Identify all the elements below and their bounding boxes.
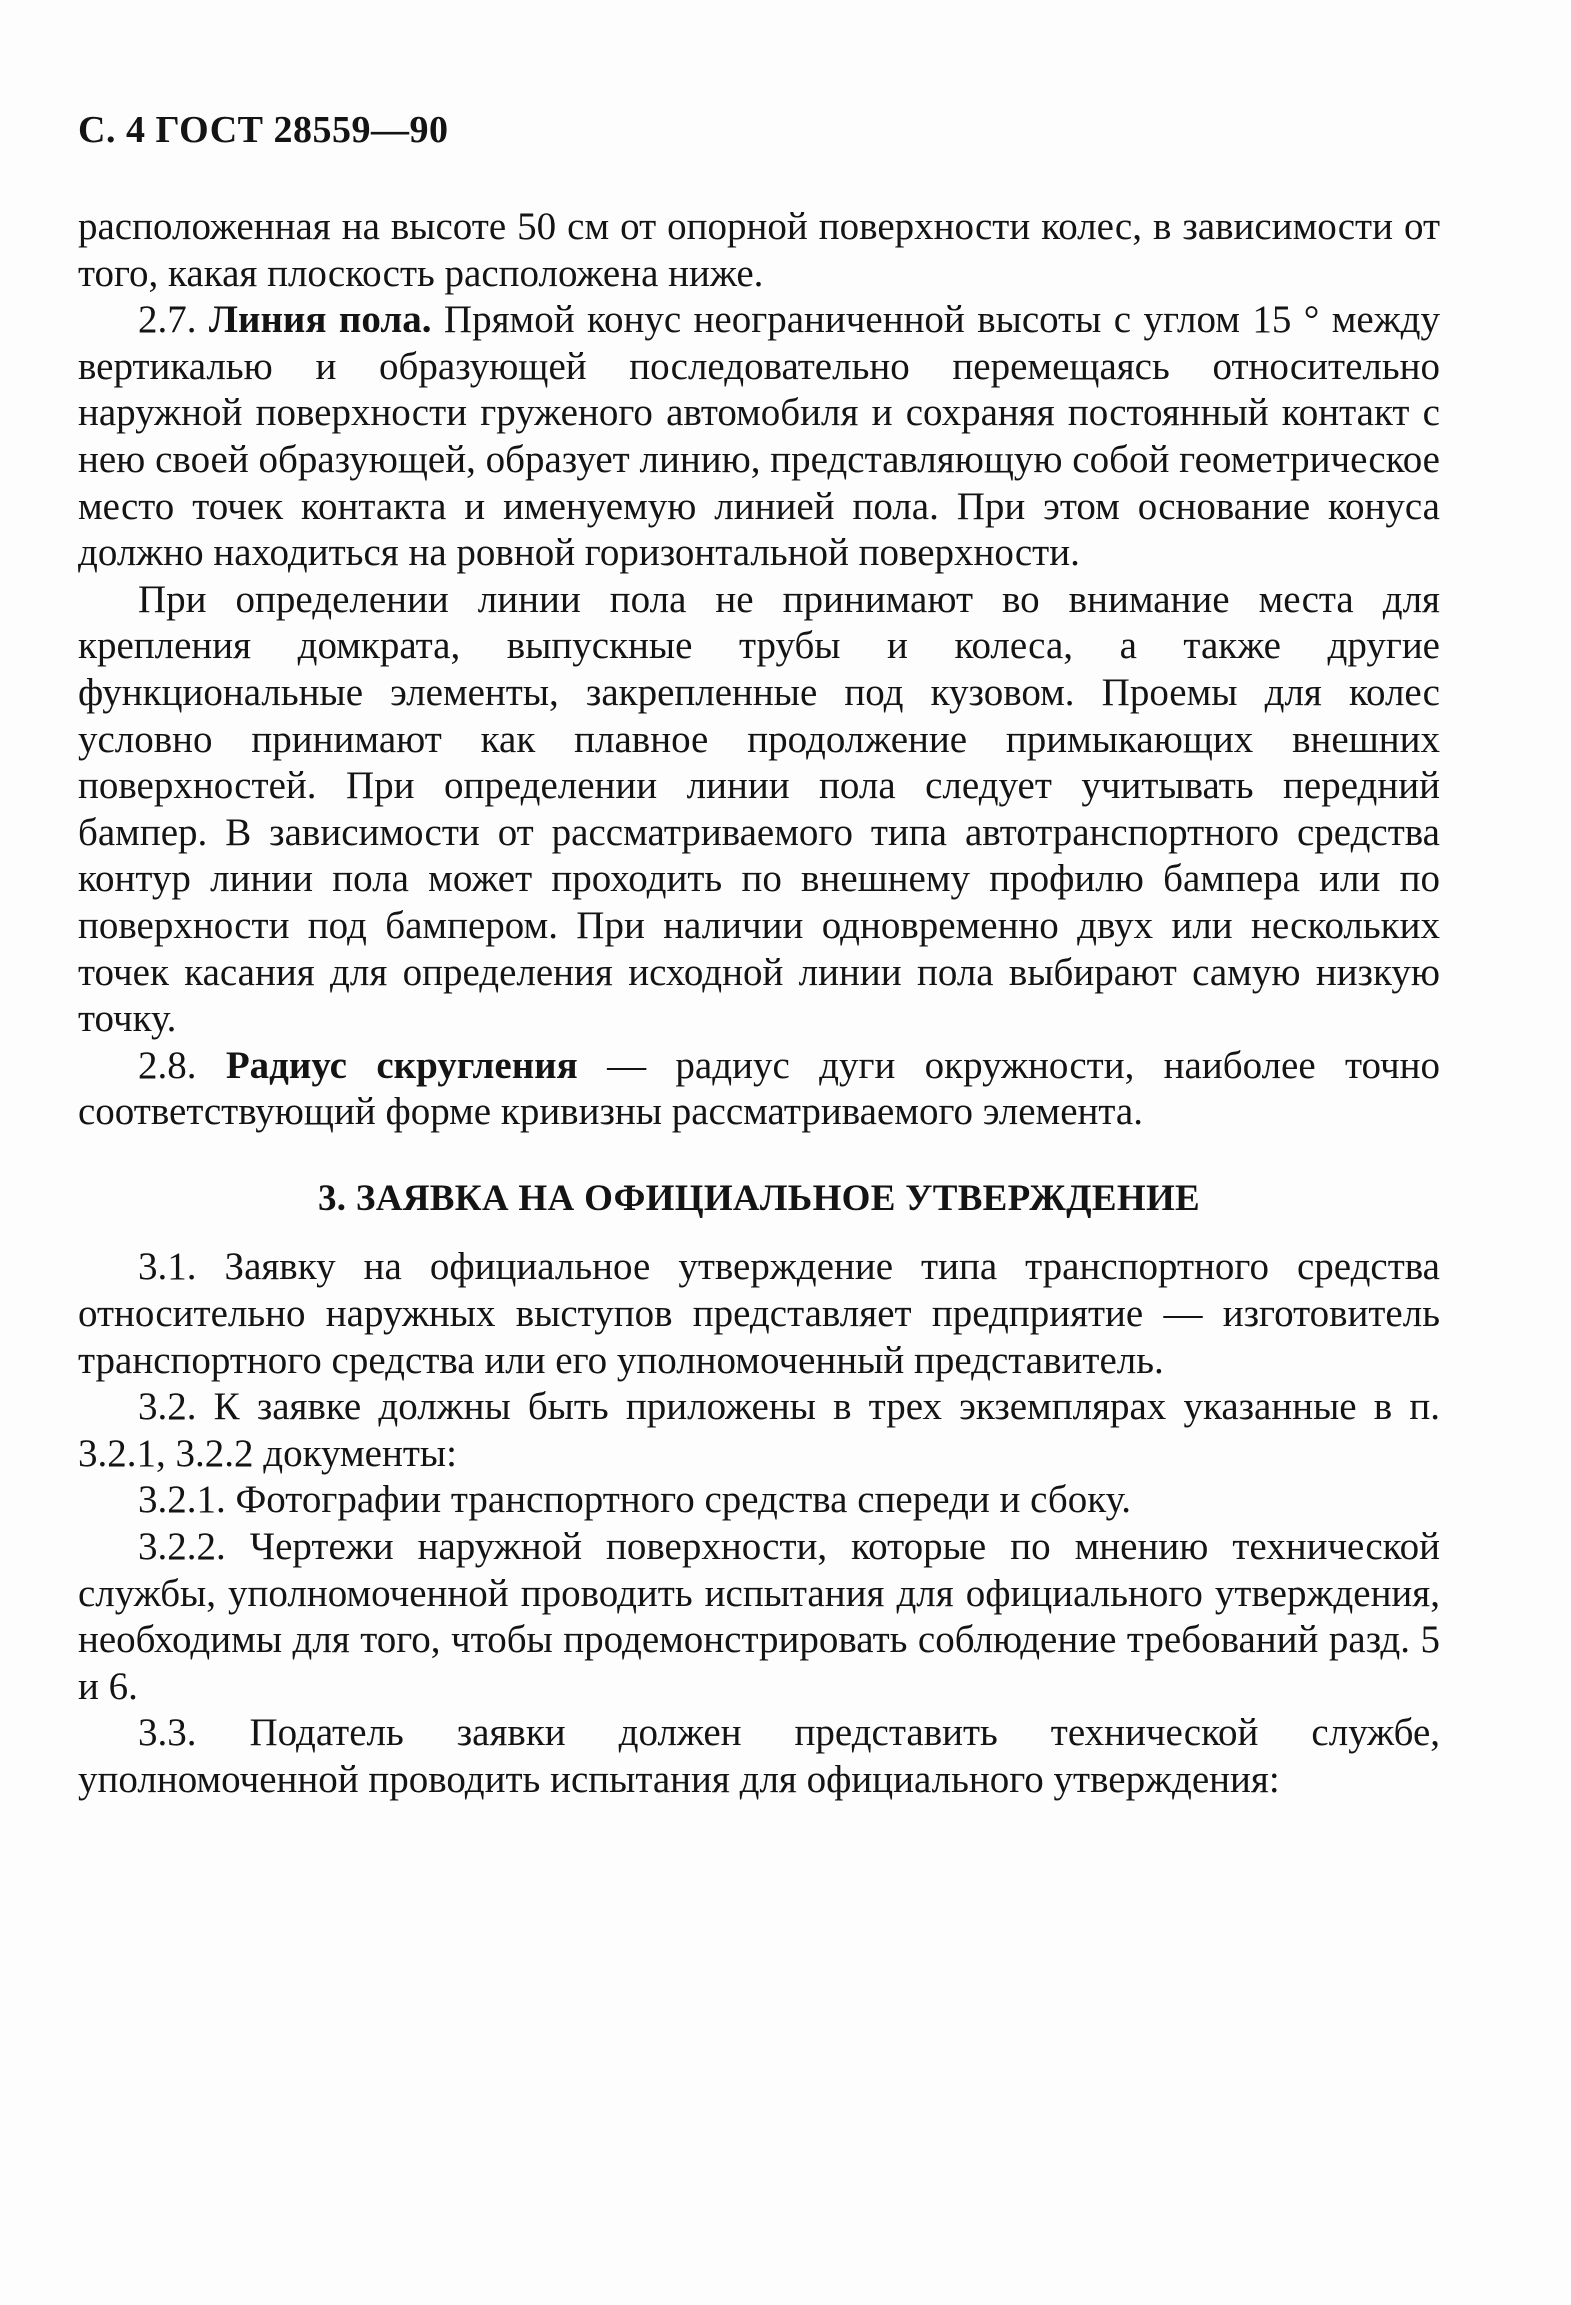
section-spacer: [78, 1136, 1440, 1176]
running-head: С. 4 ГОСТ 28559—90: [78, 109, 449, 151]
section-3-title: 3. ЗАЯВКА НА ОФИЦИАЛЬНОЕ УТВЕРЖДЕНИЕ: [317, 1177, 1201, 1219]
paragraph-3-2-1: 3.2.1. Фотографии транспортного средства спереди и сбоку.: [138, 1478, 1131, 1522]
section-spacer: [78, 1222, 1440, 1244]
term-fillet-radius: Радиус скругления: [225, 1043, 578, 1087]
paragraph-2-7-note: При определении линии пола не принимают во внимание места для крепления домкрата, выпускные трубы и колеса, а также другие функциональные элементы, закрепленные под кузовом. Проемы для колес условно принимают как плавное продолжение примыкающих внешних поверхностей. При определении линии пола следует учитывать передний бампер. В зависимости от рассматриваемого типа автотранспортного средства контур линии пола может проходить по внешнему профилю бампера или по поверхности под бампером. При наличии одновременно двух или нескольких точек касания для определения исходной линии пола выбирают самую низкую точку.: [78, 577, 1440, 1041]
clause-number: 2.8.: [138, 1043, 197, 1087]
clause-text: — радиус дуги окружности, наиболее точно соответствующий форме кривизны рассматриваемого элемента.: [78, 1043, 1440, 1134]
clause-text: Прямой конус неограниченной высоты с углом 15 ° между вертикалью и образующей последовательно перемещаясь относительно наружной поверхности груженого автомобиля и сохраняя постоянный контакт с нею своей образующей, образует линию, представляющую собой геометрическое место точек контакта и именуемую линией пола. При этом основание конуса должно находиться на ровной горизонтальной поверхности.: [78, 298, 1441, 575]
paragraph-3-1: 3.1. Заявку на официальное утверждение типа транспортного средства относительно наружных выступов представляет предприятие — изготовитель транспортного средства или его уполномоченный представитель.: [78, 1245, 1440, 1382]
term-floor-line: Линия пола.: [208, 298, 432, 342]
paragraph-continuation: расположенная на высоте 50 см от опорной поверхности колес, в зависимости от того, какая плоскость расположена ниже.: [78, 205, 1440, 295]
paragraph-2-7: [78, 297, 1440, 577]
paragraph-3-2: 3.2. К заявке должны быть приложены в трех экземплярах указанные в п. 3.2.1, 3.2.2 документы:: [78, 1385, 1440, 1475]
clause-number: 2.7.: [138, 298, 197, 342]
paragraph-3-2-2: 3.2.2. Чертежи наружной поверхности, которые по мнению технической службы, уполномоченной проводить испытания для официального утверждения, необходимы для того, чтобы продемонстрировать соблюдение требований разд. 5 и 6.: [78, 1525, 1440, 1708]
paragraph-2-8: [78, 1043, 1440, 1136]
document-body: [78, 204, 1440, 1804]
paragraph-3-3: 3.3. Податель заявки должен представить технической службе, уполномоченной проводить испытания для официального утверждения:: [78, 1711, 1440, 1801]
